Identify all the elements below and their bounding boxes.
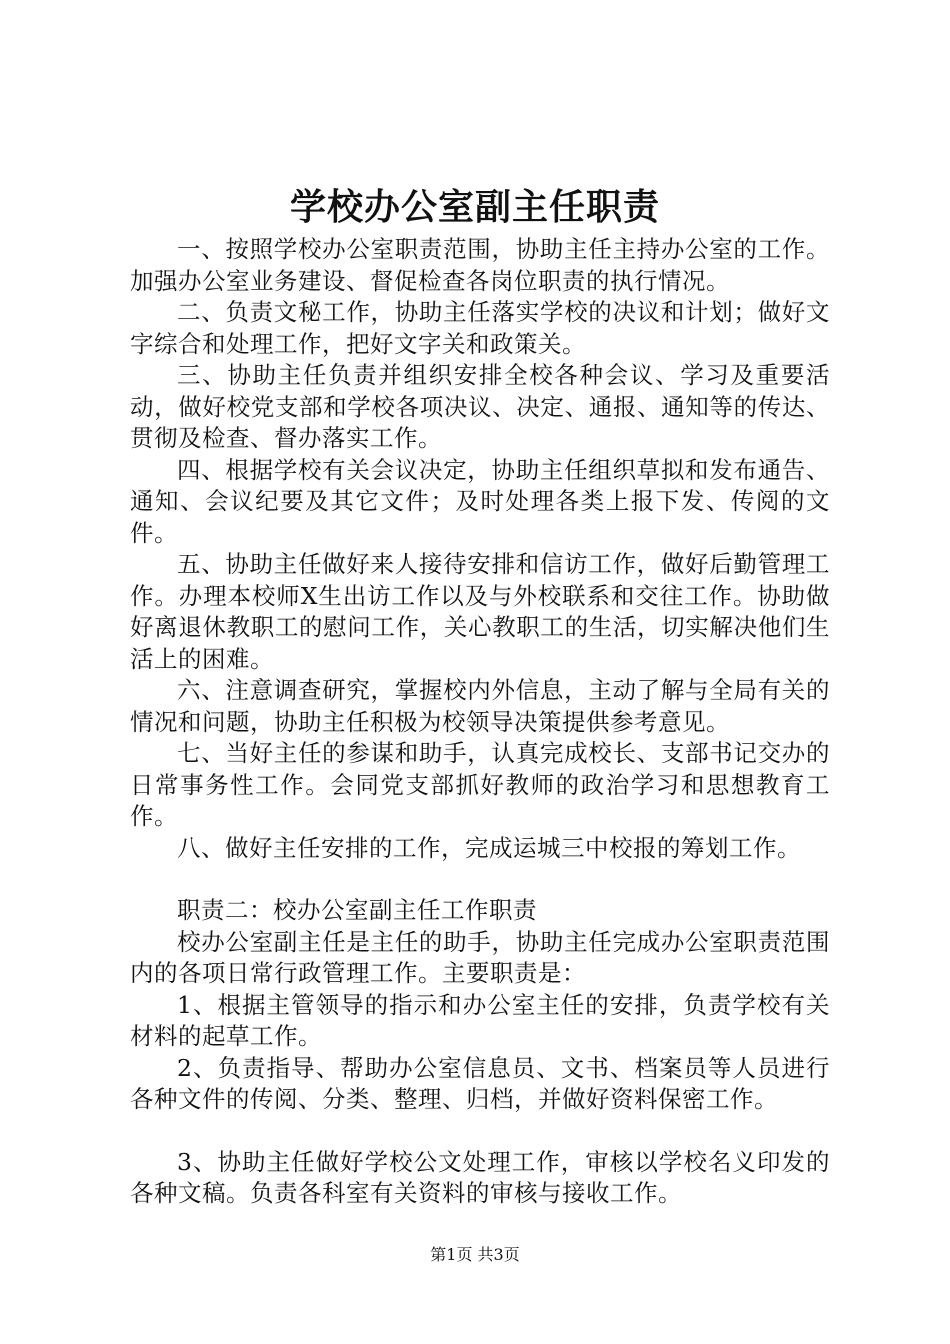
blank-line	[130, 864, 830, 895]
paragraph: 3、协助主任做好学校公文处理工作，审核以学校名义印发的各种文稿。负责各科室有关资料的审核与接收工作。	[130, 1147, 830, 1207]
paragraph: 二、负责文秘工作，协助主任落实学校的决议和计划；做好文字综合和处理工作，把好文字关和政策关。	[130, 298, 830, 358]
paragraph: 八、做好主任安排的工作，完成运城三中校报的筹划工作。	[177, 833, 801, 862]
paragraph: 三、协助主任负责并组织安排全校各种会议、学习及重要活动，做好校党支部和学校各项决议、决定、通报、通知等的传达、贯彻及检查、督办落实工作。	[130, 361, 830, 452]
paragraph: 校办公室副主任是主任的助手，协助主任完成办公室职责范围内的各项日常行政管理工作。主要职责是：	[130, 927, 830, 987]
section-heading: 职责二：校办公室副主任工作职责	[177, 896, 537, 924]
paragraph: 四、根据学校有关会议决定，协助主任组织草拟和发布通告、通知、会议纪要及其它文件；及时处理各类上报下发、传阅的文件。	[130, 455, 830, 547]
document-body	[130, 234, 830, 1210]
paragraph: 2、负责指导、帮助办公室信息员、文书、档案员等人员进行各种文件的传阅、分类、整理、归档，并做好资料保密工作。	[130, 1053, 830, 1113]
paragraph: 一、按照学校办公室职责范围，协助主任主持办公室的工作。加强办公室业务建设、督促检查各岗位职责的执行情况。	[130, 235, 830, 295]
paragraph: 七、当好主任的参谋和助手，认真完成校长、支部书记交办的日常事务性工作。会同党支部抓好教师的政治学习和思想教育工作。	[130, 739, 830, 830]
page-footer: 第1页 共3页	[430, 1245, 520, 1264]
paragraph: 五、协助主任做好来人接待安排和信访工作，做好后勤管理工作。办理本校师X生出访工作以及与外校联系和交往工作。协助做好离退休教职工的慰问工作，关心教职工的生活，切实解决他们生活上的困难。	[130, 550, 830, 673]
blank-line	[130, 1116, 830, 1147]
paragraph: 六、注意调查研究，掌握校内外信息，主动了解与全局有关的情况和问题，协助主任积极为校领导决策提供参考意见。	[130, 676, 830, 736]
paragraph: 1、根据主管领导的指示和办公室主任的安排，负责学校有关材料的起草工作。	[130, 990, 830, 1050]
document-title: 学校办公室副主任职责	[289, 186, 660, 228]
